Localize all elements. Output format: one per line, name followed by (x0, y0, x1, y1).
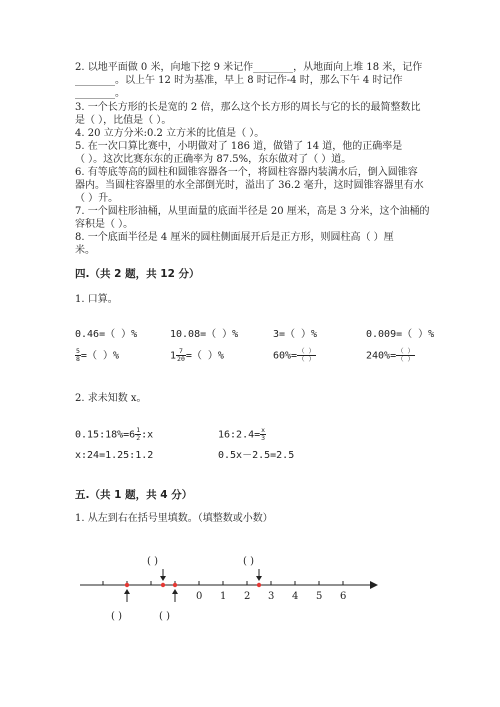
answer-paren-below-1: ( ) (111, 611, 122, 622)
q7-line-2: 容积是（ ）。 (75, 219, 134, 230)
q4-line: 4. 20 立方分米:0.2 立方米的比值是（ ）。 (75, 128, 265, 139)
equation-3: x:24=1.25:1.2 (75, 450, 154, 461)
fraction: $\frac{( )}{( )}$ (397, 347, 415, 363)
q6-line-2: 器内。当圆柱容器里的水全部倒光时，溢出了 36.2 毫升，这时圆锥容器里有水 (75, 180, 424, 191)
fraction: $\frac{( )}{( )}$ (298, 347, 316, 363)
answer-paren-below-2: ( ) (159, 611, 170, 622)
calc-item-1: 0.46=（ ）% (75, 329, 138, 340)
equation-2: 16:2.4= $\frac{x}{3}$ (218, 426, 266, 442)
red-point-marker (161, 583, 165, 587)
fraction: $\frac{x}{3}$ (261, 426, 266, 442)
q7-line-1: 7. 一个圆柱形油桶，从里面量的底面半径是 20 厘米，高是 3 分米，这个油桶的 (75, 206, 430, 217)
equation-4: 0.5x－2.5=2.5 (218, 450, 295, 461)
calc-item-8: 240%= $\frac{( )}{( )}$ (366, 347, 415, 363)
calc-item-6: 1 $\frac{7}{20}$ =（ ）% (170, 347, 224, 363)
calc-item-2: 10.08=（ ）% (170, 329, 239, 340)
equation-1: 0.15:18%=6 $\frac{1}{2}$ :x (75, 426, 154, 442)
section-4-heading: 四.（共 2 题，共 12 分） (75, 268, 200, 280)
down-arrow-head-icon (160, 576, 166, 581)
q3-line-2: 是（ ），比值是（ ）。 (75, 115, 172, 126)
tick-label: 6 (340, 591, 347, 602)
calc-item-5: $\frac{5}{8}$ =（ ）% (76, 347, 119, 363)
q8-line-1: 8. 一个底面半径是 4 厘米的圆柱侧面展开后是正方形，则圆柱高（ ）厘 (75, 232, 394, 243)
tick-label: 3 (268, 591, 275, 602)
section-5-heading: 五.（共 1 题，共 4 分） (75, 489, 193, 501)
tick-label: 4 (292, 591, 299, 602)
fraction: $\frac{7}{20}$ (177, 347, 185, 363)
q3-line-1: 3. 一个长方形的长是宽的 2 倍，那么这个长方形的周长与它的长的最简整数比 (75, 102, 421, 113)
answer-paren-above-1: ( ) (147, 556, 158, 567)
arrow-head-icon (370, 581, 378, 589)
q8-line-2: 米。 (75, 245, 95, 256)
up-arrow-head-icon (124, 589, 130, 594)
q2-line-3: ________。 (75, 88, 125, 99)
q5-line-1: 5. 在一次口算比赛中，小明做对了 186 道，做错了 14 道，他的正确率是 (75, 141, 403, 152)
calc-item-3: 3=（ ）% (273, 329, 318, 340)
red-point-marker (173, 583, 177, 587)
q4-1-title: 1. 口算。 (75, 294, 118, 305)
red-point-marker (257, 583, 261, 587)
calc-item-4: 0.009=（ ）% (366, 329, 435, 340)
answer-paren-above-2: ( ) (243, 556, 254, 567)
q6-line-3: （ ）升。 (75, 193, 119, 204)
q5-line-2: （ ）。这次比赛东东的正确率为 87.5%，东东做对了（ ）道。 (75, 154, 352, 165)
tick-label: 2 (244, 591, 251, 602)
tick-label: 5 (316, 591, 323, 602)
q2-line-1: 2. 以地平面做 0 米，向地下挖 9 米记作________，从地面向上堆 18 米，记作 (75, 62, 423, 73)
q6-line-1: 6. 有等底等高的圆柱和圆锥容器各一个，将圆柱容器内装满水后，倒入圆锥容 (75, 167, 418, 178)
q5-1-title: 1. 从左到右在括号里填数。（填整数或小数） (75, 513, 273, 524)
fraction: $\frac{5}{8}$ (76, 347, 80, 363)
red-point-marker (125, 583, 129, 587)
fraction: $\frac{1}{2}$ (136, 426, 141, 442)
q2-line-2: ________。以上午 12 时为基准，早上 8 时记作-4 时，那么下午 4 时记作 (75, 75, 403, 86)
tick-label: 0 (196, 591, 203, 602)
calc-item-7: 60%= $\frac{( )}{( )}$ (273, 347, 316, 363)
q4-2-title: 2. 求未知数 x。 (75, 393, 147, 404)
up-arrow-head-icon (172, 589, 178, 594)
tick-label: 1 (220, 591, 227, 602)
down-arrow-head-icon (256, 576, 262, 581)
